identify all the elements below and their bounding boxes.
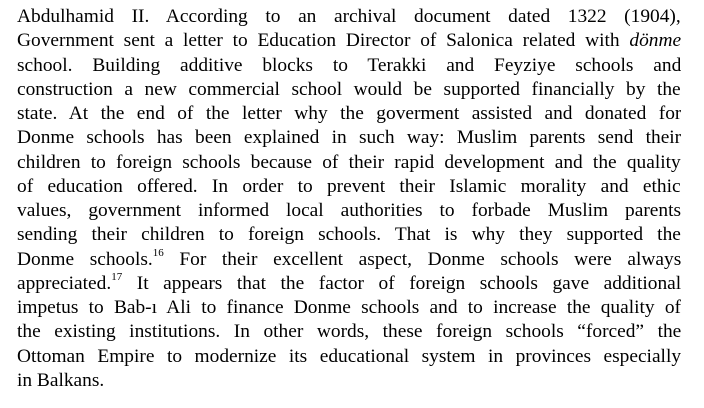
- text-line: [17, 126, 681, 150]
- line-text: appreciated.: [17, 272, 112, 294]
- line-text: values, government informed local authorities to forbade Muslim parents: [17, 200, 681, 221]
- text-line: [17, 78, 681, 102]
- italic-term: dönme: [629, 30, 681, 52]
- line-text: It appears that the factor of foreign schools gave additional: [122, 272, 681, 294]
- text-line: [17, 272, 681, 296]
- line-text: For their excellent aspect, Donme schools were always: [163, 248, 681, 270]
- line-text: of education offered. In order to prevent their Islamic morality and ethic: [17, 175, 681, 197]
- text-line: [17, 296, 681, 320]
- text-line: [17, 248, 681, 272]
- line-text: sending their children to foreign schools. That is why they supported the: [17, 224, 681, 246]
- text-line: [17, 345, 681, 369]
- text-line: [17, 29, 681, 53]
- footnote-ref-16[interactable]: 16: [152, 247, 164, 260]
- line-text: children to foreign schools because of their rapid development and the quality: [17, 151, 681, 173]
- text-line: [17, 5, 681, 29]
- line-text: in Balkans.: [17, 369, 105, 391]
- text-line: [17, 199, 681, 223]
- line-text: Abdulhamid II. According to an archival document dated 1322 (1904),: [17, 6, 681, 27]
- line-text: Donme schools.: [17, 248, 153, 270]
- line-text: state. At the end of the letter why the goverment assisted and donated for: [17, 103, 681, 124]
- body-paragraph: [17, 5, 681, 393]
- line-text: school. Building additive blocks to Terakki and Feyziye schools and: [17, 54, 681, 76]
- text-line: [17, 102, 681, 126]
- line-text: Donme schools has been explained in such way: Muslim parents send their: [17, 127, 681, 149]
- footnote-ref-17[interactable]: 17: [111, 271, 123, 284]
- text-line: [17, 223, 681, 247]
- text-line: [17, 320, 681, 344]
- text-line: [17, 175, 681, 199]
- text-line: [17, 54, 681, 78]
- document-page: [17, 0, 681, 408]
- line-text: Government sent a letter to Education Director of Salonica related with: [17, 30, 630, 52]
- line-text: impetus to Bab-ı Ali to finance Donme schools and to increase the quality of: [17, 297, 681, 318]
- line-text: Ottoman Empire to modernize its educational system in provinces especially: [17, 345, 681, 367]
- text-line: [17, 369, 681, 393]
- line-text: the existing institutions. In other words, these foreign schools “forced” the: [17, 321, 681, 343]
- text-line: [17, 151, 681, 175]
- line-text: construction a new commercial school would be supported financially by the: [17, 78, 681, 100]
